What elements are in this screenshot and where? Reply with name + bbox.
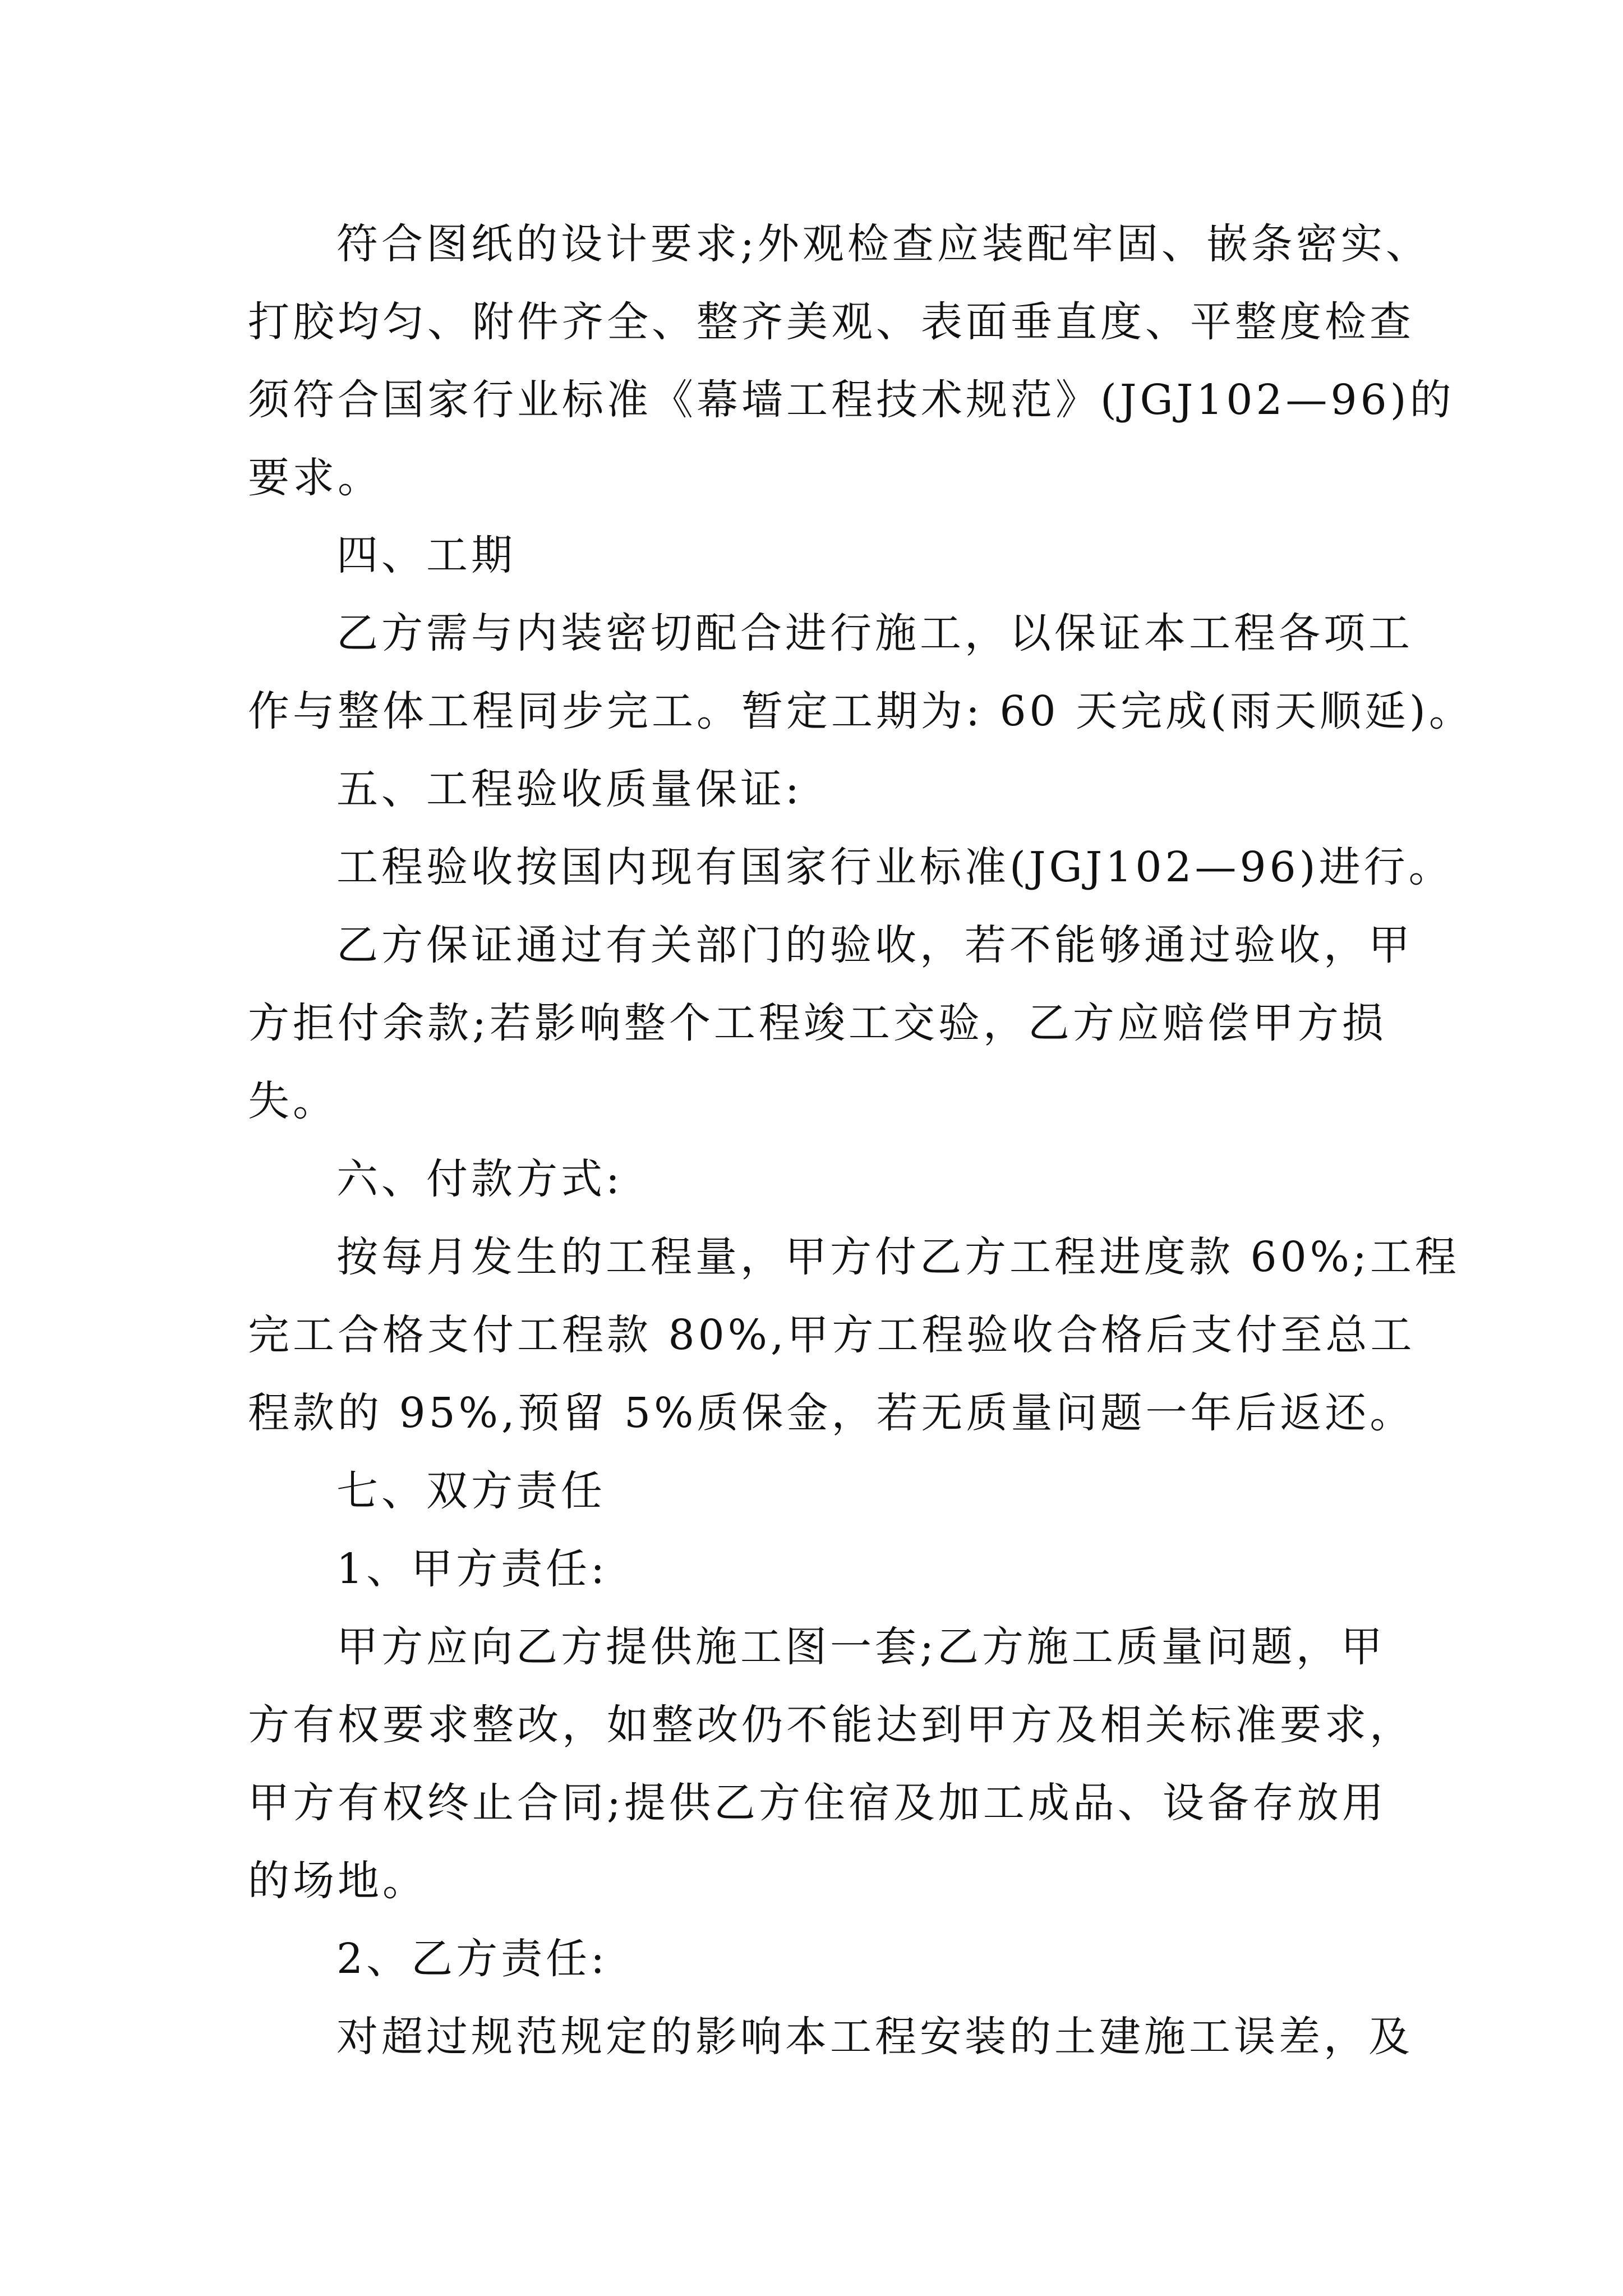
paragraph-line-15: 方有权要求整改，如整改仍不能达到甲方及相关标准要求， [248, 1701, 1414, 1749]
subsection-heading-2: 2、乙方责任: [336, 1935, 608, 1983]
paragraph-line-7: 工程验收按国内现有国家行业标准(JGJ102—96)进行。 [336, 843, 1454, 891]
section-heading-5: 五、工程验收质量保证: [336, 765, 803, 813]
section-heading-7: 七、双方责任 [336, 1467, 606, 1515]
paragraph-line-1: 符合图纸的设计要求;外观检查应装配牢固、嵌条密实、 [336, 220, 1431, 268]
paragraph-line-10: 失。 [248, 1077, 338, 1125]
paragraph-line-14: 甲方应向乙方提供施工图一套;乙方施工质量问题，甲 [336, 1623, 1386, 1671]
paragraph-line-16: 甲方有权终止合同;提供乙方住宿及加工成品、设备存放用 [248, 1779, 1387, 1827]
paragraph-line-13: 程款的 95%,预留 5%质保金，若无质量问题一年后返还。 [248, 1389, 1415, 1437]
paragraph-line-5: 乙方需与内装密切配合进行施工，以保证本工程各项工 [336, 609, 1413, 657]
section-heading-4: 四、工期 [336, 531, 516, 579]
paragraph-line-9: 方拒付余款;若影响整个工程竣工交验，乙方应赔偿甲方损 [248, 999, 1387, 1047]
paragraph-line-11: 按每月发生的工程量，甲方付乙方工程进度款 60%;工程 [336, 1233, 1460, 1281]
paragraph-line-17: 的场地。 [248, 1857, 427, 1905]
paragraph-line-18: 对超过规范规定的影响本工程安装的土建施工误差，及 [336, 2013, 1413, 2061]
paragraph-line-8: 乙方保证通过有关部门的验收，若不能够通过验收，甲 [336, 921, 1413, 969]
paragraph-line-4: 要求。 [248, 454, 382, 502]
paragraph-line-3: 须符合国家行业标准《幕墙工程技术规范》(JGJ102—96)的 [248, 376, 1455, 424]
paragraph-line-2: 打胶均匀、附件齐全、整齐美观、表面垂直度、平整度检查 [248, 298, 1414, 346]
subsection-heading-1: 1、甲方责任: [336, 1545, 608, 1593]
paragraph-line-6: 作与整体工程同步完工。暂定工期为: 60 天完成(雨天顺延)。 [248, 687, 1474, 735]
section-heading-6: 六、付款方式: [336, 1155, 623, 1203]
paragraph-line-12: 完工合格支付工程款 80%,甲方工程验收合格后支付至总工 [248, 1311, 1415, 1359]
